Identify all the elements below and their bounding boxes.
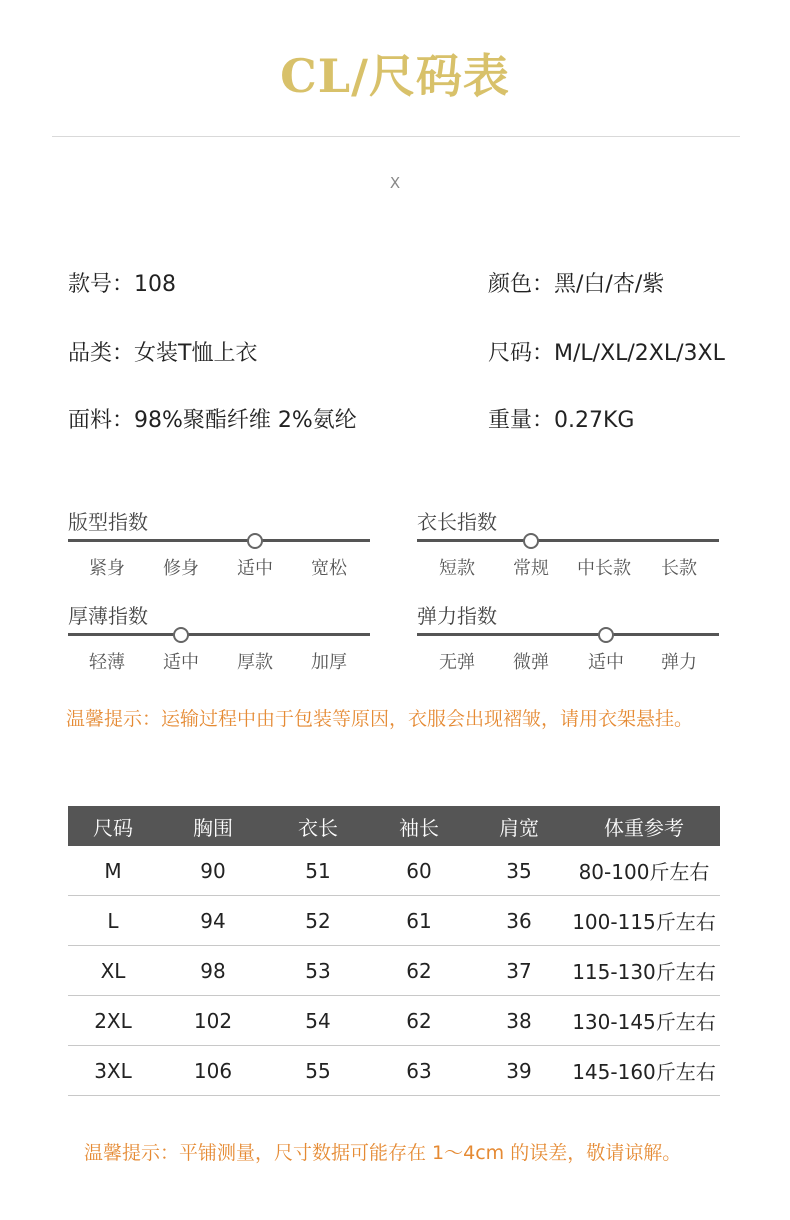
header-cell: 胸围: [158, 806, 268, 846]
table-cell: 80-100斤左右: [568, 846, 720, 896]
fit-tick: 宽松: [311, 558, 347, 579]
table-cell: 60: [368, 846, 470, 896]
stretch-index-knob: [598, 627, 614, 643]
table-cell: 100-115斤左右: [568, 896, 720, 946]
table-row: [68, 996, 720, 1046]
table-cell: 36: [470, 896, 568, 946]
stretch-tick: 适中: [588, 652, 624, 673]
table-cell: 98: [158, 946, 268, 996]
spec-sizes: 尺码：M/L/XL/2XL/3XL: [488, 341, 725, 366]
table-cell: 55: [268, 1046, 368, 1096]
table-cell: 94: [158, 896, 268, 946]
thickness-tick: 轻薄: [89, 652, 125, 673]
table-cell: XL: [68, 946, 158, 996]
stretch-tick: 无弹: [439, 652, 475, 673]
table-cell: 2XL: [68, 996, 158, 1046]
length-tick: 中长款: [577, 558, 631, 579]
thickness-index-track: [68, 633, 370, 636]
stretch-index-track: [417, 633, 719, 636]
thickness-tick: 加厚: [311, 652, 347, 673]
fit-tick: 适中: [237, 558, 273, 579]
header-cell: 体重参考: [568, 806, 720, 846]
table-row: [68, 846, 720, 896]
length-index-title: 衣长指数: [417, 510, 497, 534]
fit-index-track: [68, 539, 370, 542]
stretch-tick: 微弹: [513, 652, 549, 673]
stretch-index-title: 弹力指数: [417, 604, 497, 628]
length-tick: 长款: [661, 558, 697, 579]
table-cell: 62: [368, 946, 470, 996]
thickness-index-title: 厚薄指数: [68, 604, 148, 628]
spec-fabric: 面料：98%聚酯纤维 2%氨纶: [68, 408, 357, 433]
stretch-tick: 弹力: [661, 652, 697, 673]
header-cell: 衣长: [268, 806, 368, 846]
spec-category: 品类：女装T恤上衣: [68, 341, 258, 366]
table-cell: 53: [268, 946, 368, 996]
length-index-track: [417, 539, 719, 542]
close-mark: X: [389, 174, 401, 192]
length-index-knob: [523, 533, 539, 549]
spec-weight: 重量：0.27KG: [488, 408, 635, 433]
table-cell: M: [68, 846, 158, 896]
table-row: [68, 946, 720, 996]
fit-tick: 紧身: [89, 558, 125, 579]
table-row: [68, 1046, 720, 1096]
table-cell: L: [68, 896, 158, 946]
fit-index-knob: [247, 533, 263, 549]
table-cell: 35: [470, 846, 568, 896]
header-cell: 尺码: [68, 806, 158, 846]
table-cell: 63: [368, 1046, 470, 1096]
spec-style-no: 款号：108: [68, 272, 176, 297]
length-tick: 常规: [513, 558, 549, 579]
table-cell: 52: [268, 896, 368, 946]
table-cell: 90: [158, 846, 268, 896]
table-cell: 145-160斤左右: [568, 1046, 720, 1096]
size-table-header-row: [68, 806, 720, 846]
table-cell: 37: [470, 946, 568, 996]
thickness-index-knob: [173, 627, 189, 643]
table-cell: 62: [368, 996, 470, 1046]
page-title: CL/尺码表: [280, 49, 510, 103]
table-cell: 115-130斤左右: [568, 946, 720, 996]
table-cell: 38: [470, 996, 568, 1046]
table-cell: 106: [158, 1046, 268, 1096]
length-tick: 短款: [439, 558, 475, 579]
table-cell: 102: [158, 996, 268, 1046]
table-cell: 130-145斤左右: [568, 996, 720, 1046]
table-row: [68, 896, 720, 946]
shipping-tip: 温馨提示：运输过程中由于包装等原因，衣服会出现褶皱，请用衣架悬挂。: [66, 708, 694, 730]
thickness-tick: 厚款: [237, 652, 273, 673]
table-cell: 54: [268, 996, 368, 1046]
table-cell: 39: [470, 1046, 568, 1096]
table-cell: 51: [268, 846, 368, 896]
table-cell: 61: [368, 896, 470, 946]
size-table: [68, 806, 720, 1096]
table-cell: 3XL: [68, 1046, 158, 1096]
fit-index-title: 版型指数: [68, 510, 148, 534]
fit-tick: 修身: [163, 558, 199, 579]
measurement-tip: 温馨提示：平铺测量，尺寸数据可能存在 1～4cm 的误差，敬请谅解。: [84, 1142, 682, 1164]
thickness-tick: 适中: [163, 652, 199, 673]
spec-color: 颜色：黑/白/杏/紫: [488, 272, 665, 297]
header-cell: 袖长: [368, 806, 470, 846]
title-divider: [52, 136, 740, 137]
header-cell: 肩宽: [470, 806, 568, 846]
